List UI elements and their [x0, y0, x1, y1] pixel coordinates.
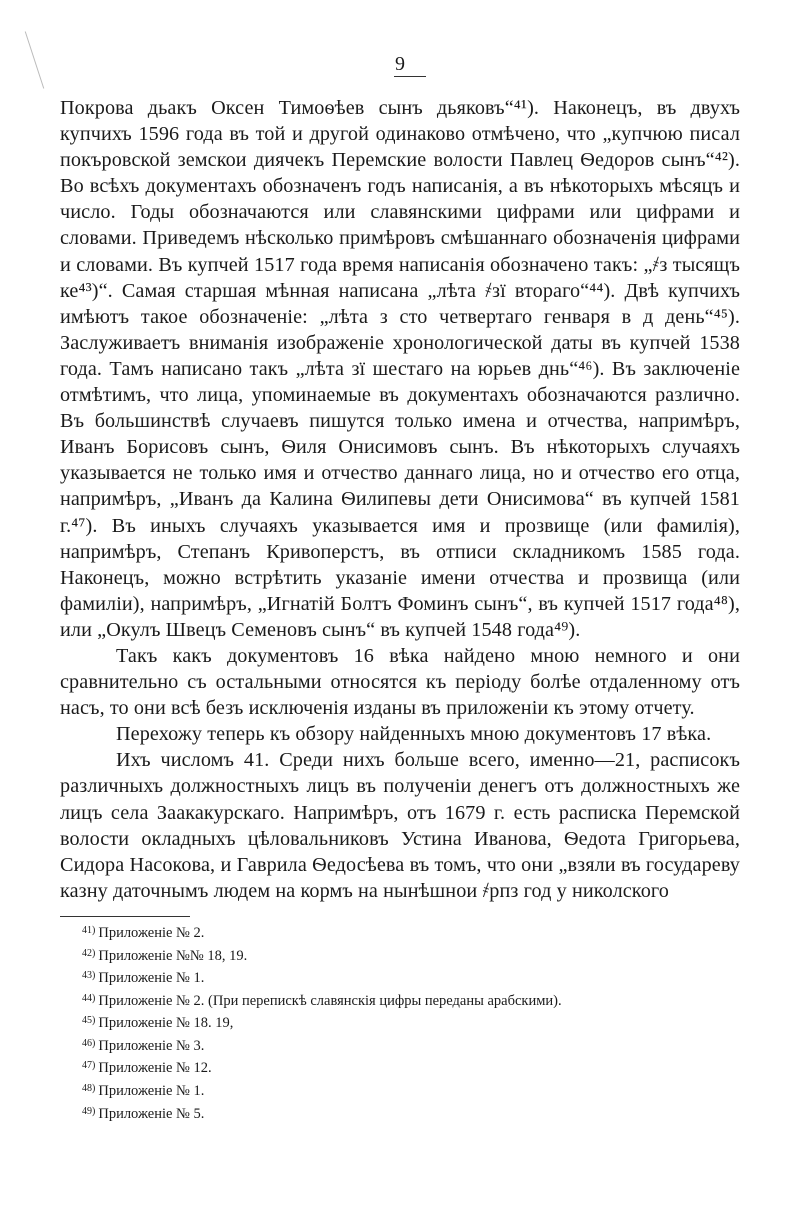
paragraph-2: Такъ какъ документовъ 16 вѣка найдено мною немного и они сравнительно съ остальными относятся къ періоду болѣе отдаленному отъ насъ, то они всѣ безъ исключенія изданы въ приложеніи къ этому отчету. — [60, 644, 740, 720]
footnote-mark: 49) — [82, 1105, 96, 1117]
body-text — [60, 95, 740, 904]
footnote-49 — [82, 1102, 740, 1125]
footnote-48 — [82, 1079, 740, 1102]
footnote-text: Приложеніе № 5. — [98, 1105, 205, 1122]
footnote-text: Приложеніе № 1. — [98, 970, 205, 987]
paragraph-1: Покрова дьакъ Оксен Тимоѳѣев сынъ дьяковъ“⁴¹). Наконецъ, въ двухъ купчихъ 1596 года въ той и другой одинаково отмѣчено, что „купчюю писал покъровской земскои диячекъ Перемские волости Павлец Ѳедоров сынъ“⁴²). Во всѣхъ документахъ обозначенъ годъ написанія, а въ нѣкоторыхъ мѣсяцъ и число. Годы обозначаются или славянскими цифрами или цифрами и словами. Приведемъ нѣсколько примѣровъ смѣшаннаго обозначенія цифрами и словами. Въ купчей 1517 года время написанія обозначено такъ: „҂з тысящъ ке⁴³)“. Самая старшая мѣнная написана „лѣта ҂зї втораго“⁴⁴). Двѣ купчихъ имѣютъ такое обозначеніе: „лѣта з сто четвертаго генваря в д день“⁴⁵). Заслуживаетъ вниманія изображеніе хронологической даты въ купчей 1538 года. Тамъ написано такъ „лѣта зї шестаго на юрьев днь“⁴⁶). Въ заключеніе отмѣтимъ, что лица, упоминаемые въ документахъ обозначаются различно. Въ большинствѣ случаевъ пишутся только имена и отчества, напримѣръ, Иванъ Борисовъ сынъ, Ѳиля Онисимовъ сынъ. Въ нѣкоторыхъ случаяхъ указывается не только имя и отчество даннаго лица, но и отчество его отца, напримѣръ, „Иванъ да Калина Ѳилипевы дети Онисимова“ въ купчей 1581 г.⁴⁷). Въ иныхъ случаяхъ указывается имя и прозвище (или фамилія), напримѣръ, Степанъ Кривоперстъ, въ отписи складникомъ 1585 года. Наконецъ, можно встрѣтить указаніе имени отчества и прозвища (или фамиліи), напримѣръ, „Игнатій Болтъ Фоминъ сынъ“, въ купчей 1517 года⁴⁸), или „Окулъ Швецъ Семеновъ сынъ“ въ купчей 1548 года⁴⁹). — [60, 97, 740, 641]
footnote-text: Приложеніе № 3. — [98, 1037, 205, 1054]
page-edge-mark — [25, 31, 44, 88]
footnote-47 — [82, 1056, 740, 1079]
page-number-rule — [394, 76, 426, 77]
footnote-43 — [82, 966, 740, 989]
footnote-41 — [82, 921, 740, 944]
footnotes — [82, 921, 740, 1124]
footnote-45 — [82, 1011, 740, 1034]
footnote-text: Приложеніе №№ 18, 19. — [98, 947, 248, 964]
document-page — [60, 52, 740, 1124]
footnote-text: Приложеніе № 12. — [98, 1060, 212, 1077]
footnote-mark: 41) — [82, 924, 96, 936]
footnote-rule — [60, 916, 190, 917]
footnote-44 — [82, 989, 740, 1012]
footnote-text: Приложеніе № 1. — [98, 1083, 205, 1100]
footnote-mark: 45) — [82, 1015, 96, 1027]
footnote-text: Приложеніе № 18. 19, — [98, 1015, 234, 1032]
paragraph-4: Ихъ числомъ 41. Среди нихъ больше всего, именно—21, расписокъ различныхъ должностныхъ лицъ въ полученіи денегъ отъ должностныхъ же лицъ села Заакакурскаго. Напримѣръ, отъ 1679 г. есть расписка Перемской волости окладныхъ цѣловальниковъ Устина Иванова, Ѳедота Григорьева, Сидора Насокова, и Гаврила Ѳедосѣева въ томъ, что они „взяли въ государеву казну даточнымъ людем на кормъ на нынѣшнои ҂рпз год у николского — [60, 749, 740, 902]
footnote-text: Приложеніе № 2. — [98, 924, 205, 941]
page-number: 9 — [395, 53, 405, 75]
footnote-mark: 42) — [82, 947, 96, 959]
footnote-42 — [82, 944, 740, 967]
footnote-mark: 46) — [82, 1037, 96, 1049]
paragraph-3: Перехожу теперь къ обзору найденныхъ мною документовъ 17 вѣка. — [116, 723, 712, 746]
footnote-mark: 47) — [82, 1060, 96, 1072]
footnote-text: Приложеніе № 2. (При перепискѣ славянскія цифры переданы арабскими). — [98, 992, 562, 1009]
footnote-mark: 44) — [82, 992, 96, 1004]
footnote-mark: 43) — [82, 970, 96, 982]
footnote-46 — [82, 1034, 740, 1057]
footnote-mark: 48) — [82, 1083, 96, 1095]
